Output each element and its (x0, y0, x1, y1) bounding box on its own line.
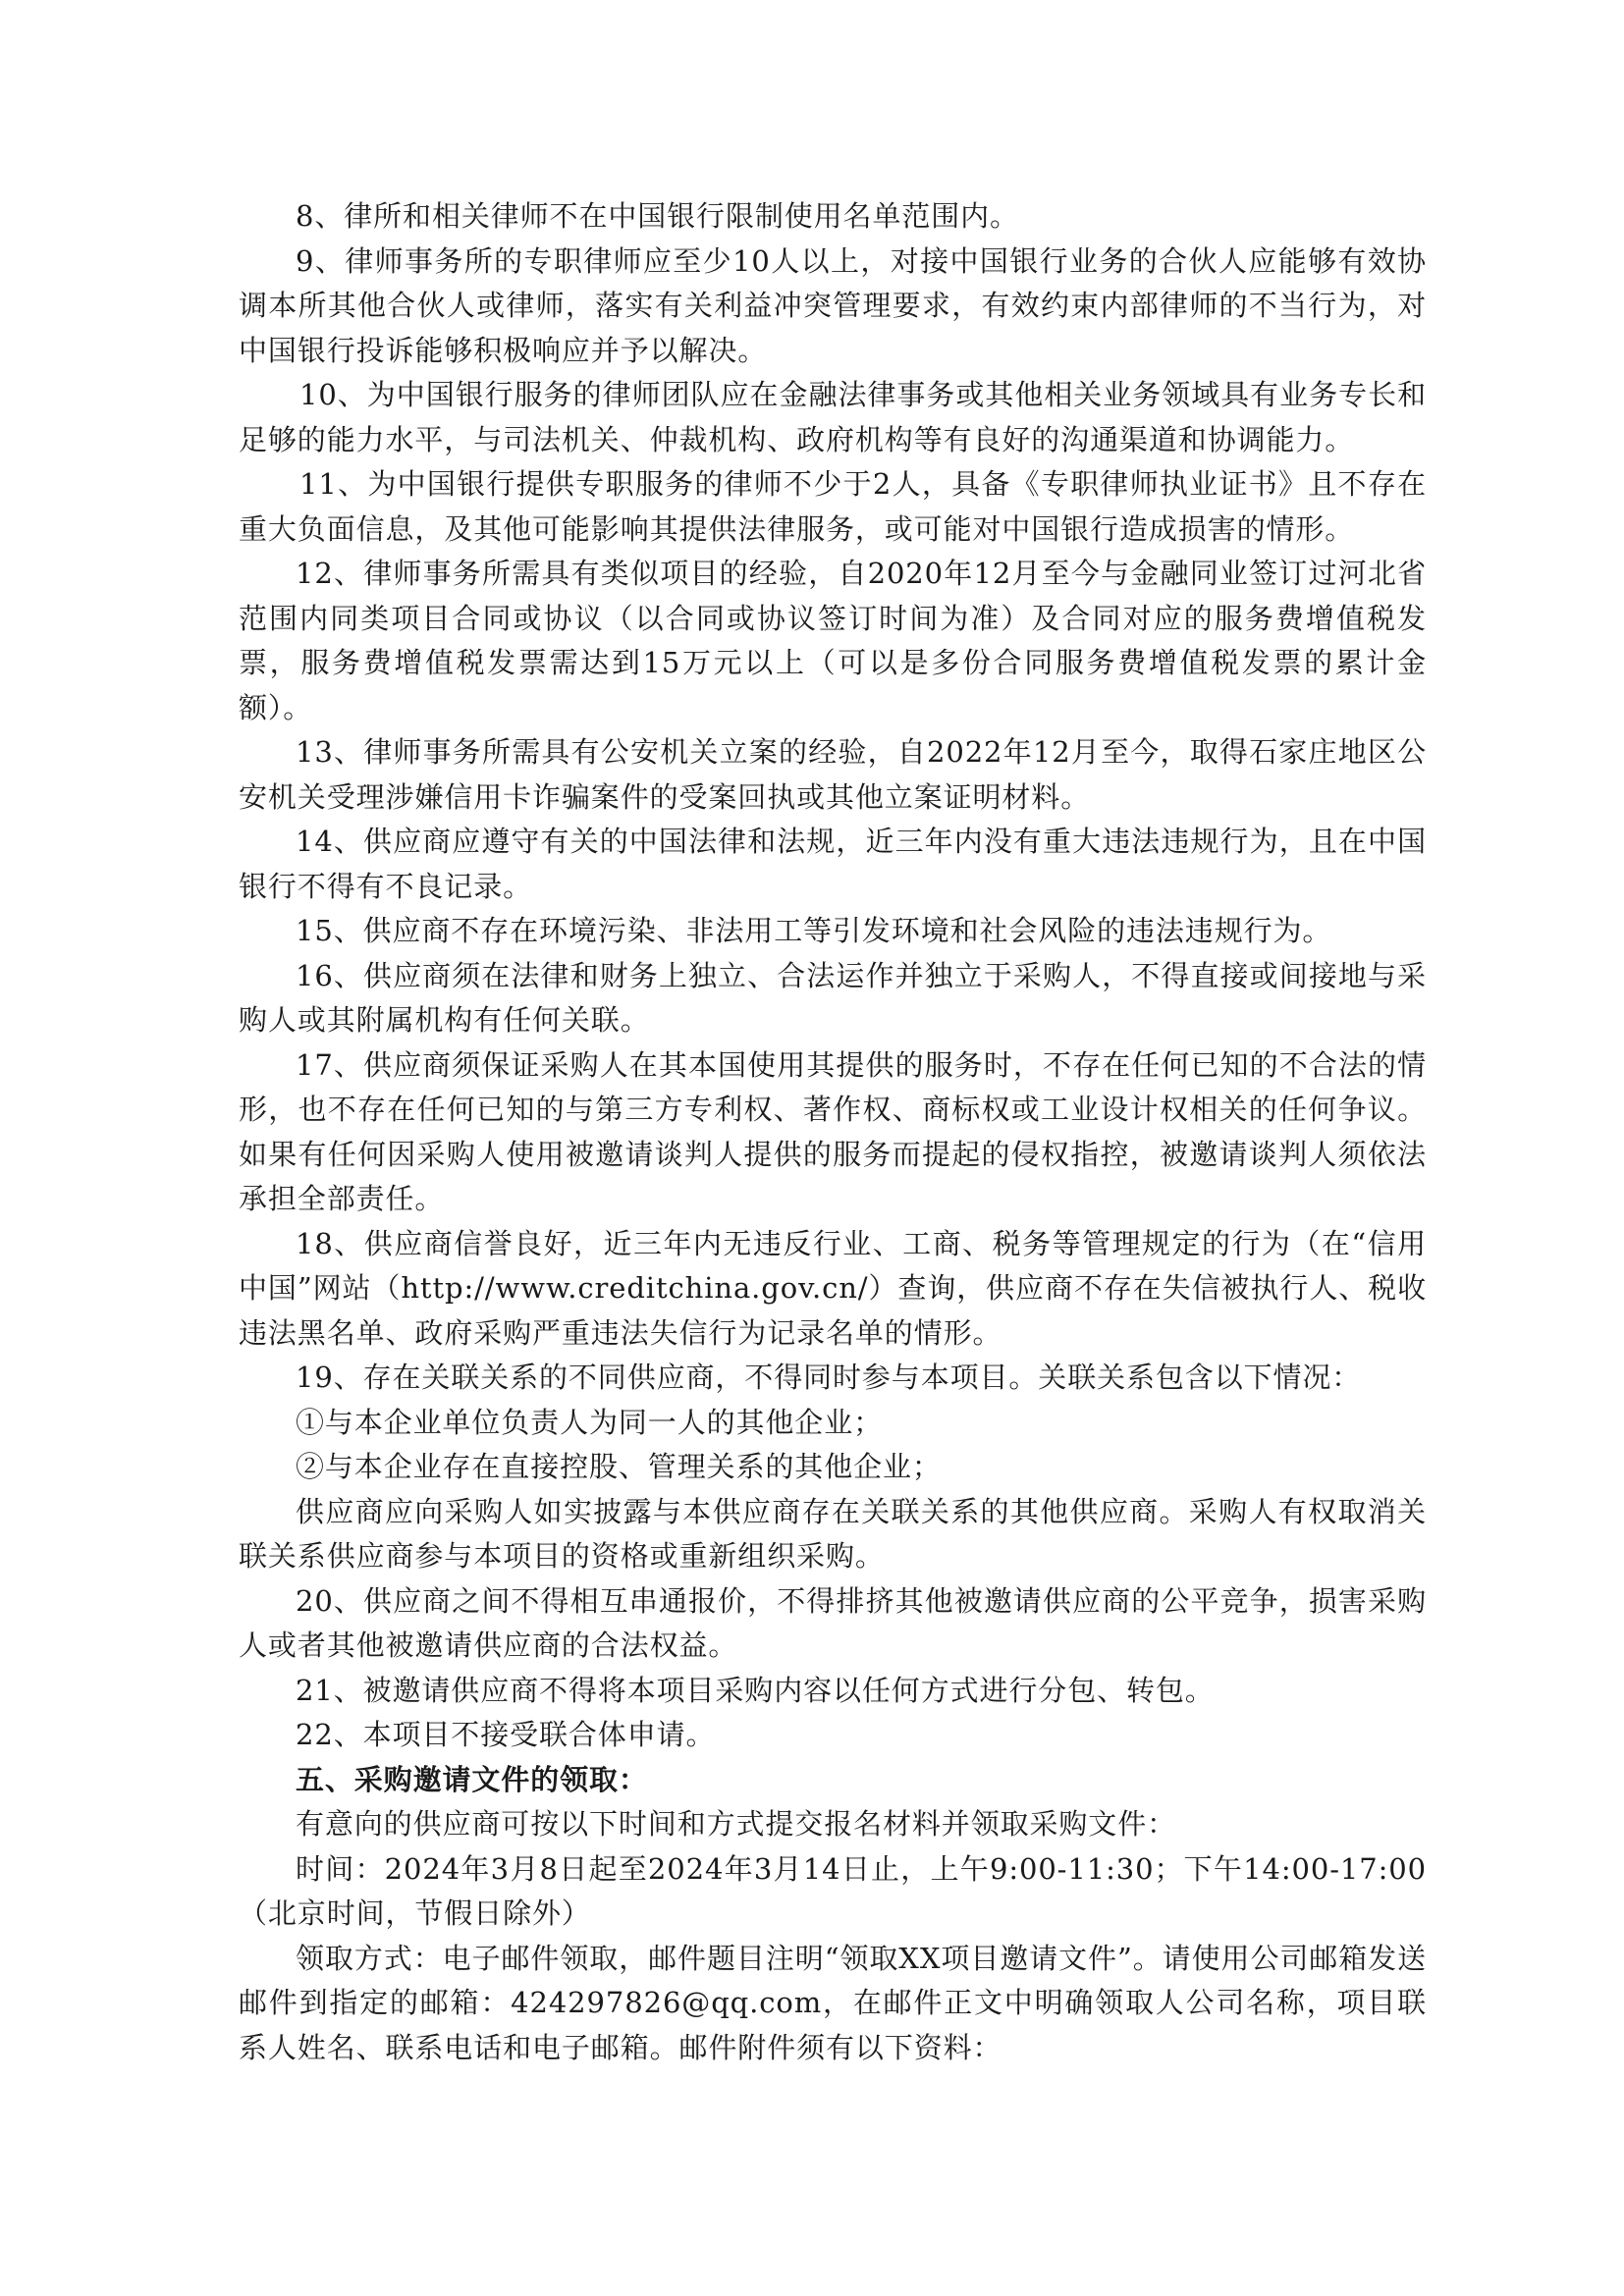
clause-19-item-2: ②与本企业存在直接控股、管理关系的其他企业； (296, 1450, 942, 1483)
clause-19: 19、存在关联关系的不同供应商，不得同时参与本项目。关联关系包含以下情况： (296, 1361, 1362, 1394)
document-body (239, 194, 1427, 2070)
clause-19-disclosure: 供应商应向采购人如实披露与本供应商存在关联关系的其他供应商。采购人有权取消关联关系供应商参与本项目的资格或重新组织采购。 (239, 1494, 1427, 1573)
clause-15: 15、供应商不存在环境污染、非法用工等引发环境和社会风险的违法违规行为。 (296, 914, 1332, 947)
section-intro: 有意向的供应商可按以下时间和方式提交报名材料并领取采购文件： (296, 1807, 1177, 1841)
clause-13: 13、律师事务所需具有公安机关立案的经验，自2022年12月至今，取得石家庄地区公安机关受理涉嫌信用卡诈骗案件的受案回执或其他立案证明材料。 (239, 735, 1427, 814)
clause-9: 9、律师事务所的专职律师应至少10人以上，对接中国银行业务的合伙人应能够有效协调本所其他合伙人或律师，落实有关利益冲突管理要求，有效约束内部律师的不当行为，对中国银行投诉能够积极响应并予以解决。 (239, 243, 1427, 367)
clause-21: 21、被邀请供应商不得将本项目采购内容以任何方式进行分包、转包。 (296, 1673, 1215, 1707)
clause-10: 10、为中国银行服务的律师团队应在金融法律事务或其他相关业务领域具有业务专长和足够的能力水平，与司法机关、仲裁机构、政府机构等有良好的沟通渠道和协调能力。 (239, 378, 1427, 456)
clause-18: 18、供应商信誉良好，近三年内无违反行业、工商、税务等管理规定的行为（在“信用中国”网站（http://www.creditchina.gov.cn/）查询，供应商不存在失信被执行人、税收违法黑名单、政府采购严重违法失信行为记录名单的情形。 (239, 1226, 1427, 1350)
clause-11: 11、为中国银行提供专职服务的律师不少于2人，具备《专职律师执业证书》且不存在重大负面信息，及其他可能影响其提供法律服务，或可能对中国银行造成损害的情形。 (239, 467, 1427, 546)
section-time: 时间：2024年3月8日起至2024年3月14日止，上午9:00-11:30；下午14:00-17:00（北京时间，节假日除外） (239, 1851, 1427, 1930)
clause-14: 14、供应商应遵守有关的中国法律和法规，近三年内没有重大违法违规行为，且在中国银行不得有不良记录。 (239, 825, 1427, 903)
clause-12: 12、律师事务所需具有类似项目的经验，自2020年12月至今与金融同业签订过河北省范围内同类项目合同或协议（以合同或协议签订时间为准）及合同对应的服务费增值税发票，服务费增值税发票需达到15万元以上（可以是多份合同服务费增值税发票的累计金额）。 (239, 557, 1427, 724)
section-method: 领取方式：电子邮件领取，邮件题目注明“领取XX项目邀请文件”。请使用公司邮箱发送邮件到指定的邮箱：424297826@qq.com，在邮件正文中明确领取人公司名称，项目联系人姓名、联系电话和电子邮箱。邮件附件须有以下资料： (239, 1941, 1427, 2064)
clause-8: 8、律所和相关律师不在中国银行限制使用名单范围内。 (296, 199, 1019, 233)
clause-19-item-1: ①与本企业单位负责人为同一人的其他企业； (296, 1405, 884, 1439)
clause-17: 17、供应商须保证采购人在其本国使用其提供的服务时，不存在任何已知的不合法的情形，也不存在任何已知的与第三方专利权、著作权、商标权或工业设计权相关的任何争议。如果有任何因采购人使用被邀请谈判人提供的服务而提起的侵权指控，被邀请谈判人须依法承担全部责任。 (239, 1047, 1427, 1215)
clause-22: 22、本项目不接受联合体申请。 (296, 1718, 716, 1751)
section-heading: 五、采购邀请文件的领取： (296, 1762, 648, 1796)
clause-20: 20、供应商之间不得相互串通报价，不得排挤其他被邀请供应商的公平竞争，损害采购人或者其他被邀请供应商的合法权益。 (239, 1583, 1427, 1662)
clause-16: 16、供应商须在法律和财务上独立、合法运作并独立于采购人，不得直接或间接地与采购人或其附属机构有任何关联。 (239, 958, 1427, 1037)
